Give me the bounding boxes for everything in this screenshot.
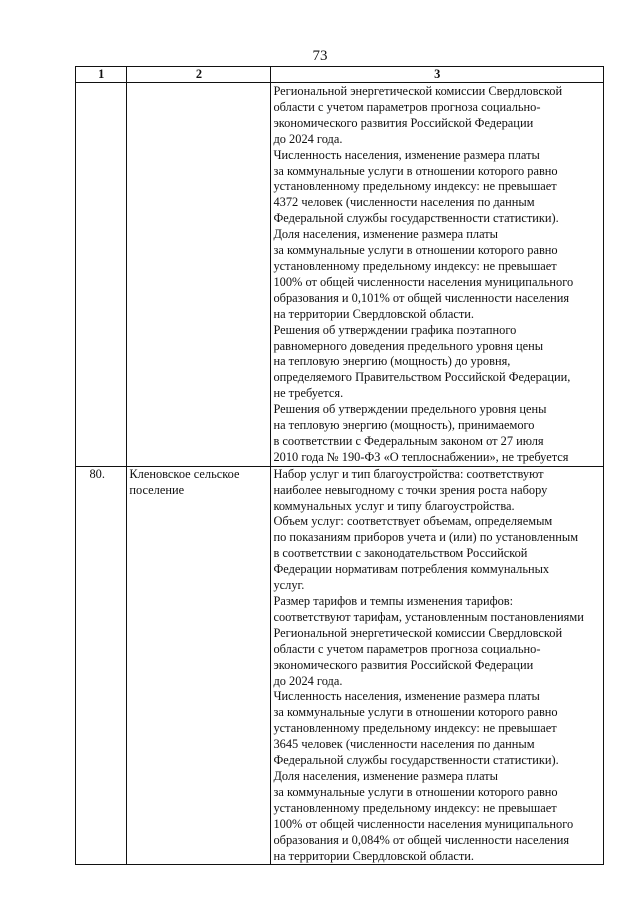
text-line: на территории Свердловской области. [273, 306, 474, 321]
text-line: Численность населения, изменение размера платы [273, 689, 540, 704]
text-line: Федерации нормативам потребления коммунальных [273, 562, 550, 577]
text-line: по показаниям приборов учета и (или) по установленным [273, 530, 579, 545]
text-line: коммунальных услуг и типу благоустройства. [273, 498, 515, 513]
settlement-name-line: поселение [129, 482, 185, 497]
text-line: равномерного доведения предельного уровня цены [273, 338, 544, 353]
text-line: наиболее невыгодному с точки зрения роста набору [273, 482, 548, 497]
column-header-2: 2 [127, 67, 271, 83]
text-line: Объем услуг: соответствует объемам, определяемым [273, 514, 553, 529]
text-line: на тепловую энергию (мощность) до уровня, [273, 354, 511, 369]
text-line: услуг. [273, 578, 305, 593]
text-line: установленному предельному индексу: не превышает [273, 721, 557, 736]
text-line: области с учетом параметров прогноза социально- [273, 641, 541, 656]
text-line: Решения об утверждении графика поэтапного [273, 322, 517, 337]
text-line: Численность населения, изменение размера платы [273, 147, 540, 162]
text-line: на тепловую энергию (мощность), принимаемого [273, 418, 535, 433]
text-line: 100% от общей численности населения муниципального [273, 274, 574, 289]
page-number: 73 [312, 48, 328, 64]
text-line: Набор услуг и тип благоустройства: соответствуют [273, 466, 544, 481]
text-line: за коммунальные услуги в отношении которого равно [273, 163, 558, 178]
text-line: области с учетом параметров прогноза социально- [273, 99, 541, 114]
text-line: Решения об утверждении предельного уровня цены [273, 402, 547, 417]
text-line: 4372 человек (численности населения по данным [273, 195, 535, 210]
text-line: 100% от общей численности населения муниципального [273, 816, 574, 831]
text-line: в соответствии с Федеральным законом от 27 июля [273, 433, 544, 448]
row-number-cell [76, 83, 127, 467]
description-cell [271, 83, 604, 467]
text-line: Доля населения, изменение размера платы [273, 768, 498, 783]
text-line: установленному предельному индексу: не превышает [273, 258, 557, 273]
text-line: на территории Свердловской области. [273, 848, 474, 863]
text-line: образования и 0,084% от общей численности населения [273, 832, 570, 847]
text-line: за коммунальные услуги в отношении которого равно [273, 784, 558, 799]
text-line: не требуется. [273, 386, 344, 401]
text-line: Размер тарифов и темпы изменения тарифов: [273, 594, 514, 608]
column-header-1: 1 [76, 67, 127, 83]
text-line: Региональной энергетической комиссии Свердловской [273, 84, 563, 98]
text-line: до 2024 года. [273, 131, 343, 146]
text-line: определяемого Правительством Российской Федерации, [273, 370, 571, 385]
text-line: Федеральной службы государственности статистики). [273, 211, 559, 226]
settlement-name-line: Кленовское сельское [129, 466, 240, 481]
text-line: образования и 0,101% от общей численности населения [273, 290, 570, 305]
row-number-cell: 80. [76, 466, 127, 865]
text-line: установленному предельному индексу: не превышает [273, 179, 557, 194]
table-row [76, 466, 604, 865]
settlement-name-cell [127, 466, 271, 865]
text-line: 2010 года № 190-ФЗ «О теплоснабжении», не требуется [273, 449, 569, 464]
text-line: до 2024 года. [273, 673, 343, 688]
text-line: за коммунальные услуги в отношении которого равно [273, 243, 558, 258]
table-header-row [76, 67, 604, 83]
column-header-3: 3 [271, 67, 604, 83]
document-table [75, 66, 604, 865]
text-line: экономического развития Российской Федерации [273, 657, 534, 672]
text-line: Федеральной службы государственности статистики). [273, 753, 559, 768]
text-line: установленному предельному индексу: не превышает [273, 800, 557, 815]
text-line: Региональной энергетической комиссии Свердловской [273, 625, 563, 640]
text-line: Доля населения, изменение размера платы [273, 227, 498, 242]
text-line: в соответствии с законодательством Российской [273, 546, 528, 561]
text-line: соответствуют тарифам, установленным постановлениями [273, 609, 584, 624]
description-cell [271, 466, 604, 865]
settlement-name-cell [127, 83, 271, 467]
text-line: экономического развития Российской Федерации [273, 115, 534, 130]
table-row [76, 83, 604, 467]
text-line: 3645 человек (численности населения по данным [273, 737, 535, 752]
text-line: за коммунальные услуги в отношении которого равно [273, 705, 558, 720]
